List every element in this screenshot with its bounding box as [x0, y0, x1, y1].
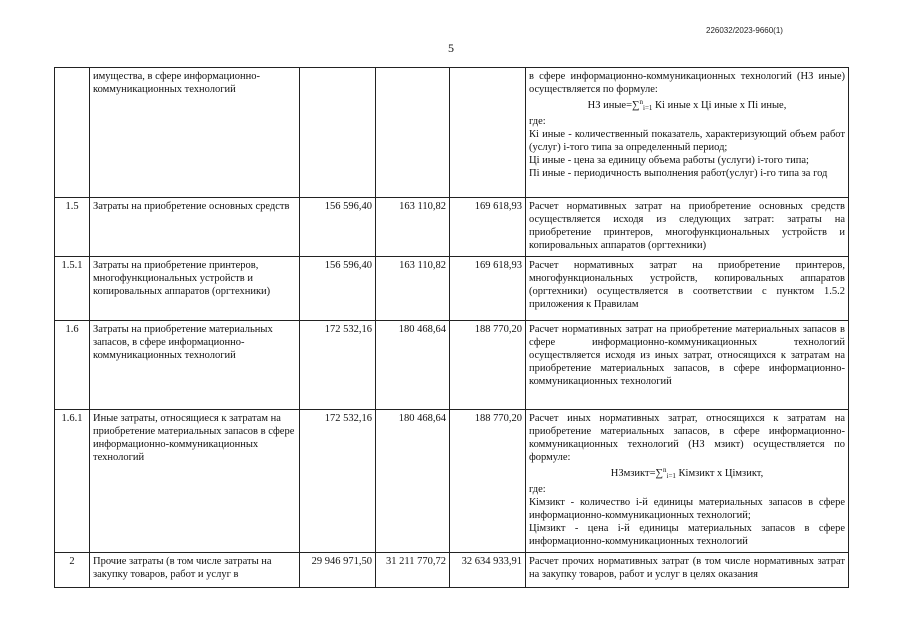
value-year-1: 29 946 971,50 — [300, 553, 376, 588]
value-year-2: 163 110,82 — [376, 257, 450, 321]
value-year-1 — [300, 68, 376, 198]
value-year-1: 172 532,16 — [300, 410, 376, 553]
row-number — [55, 68, 90, 198]
definition: Кiмзикт - количество i-й единицы материальных запасов в сфере информационно-коммуникационных технологий; — [529, 497, 845, 521]
formula — [529, 96, 845, 115]
row-number: 1.6.1 — [55, 410, 90, 553]
description-intro: в сфере информационно-коммуникационных технологий (НЗ иные) осуществляется по формуле: — [529, 71, 845, 95]
table-row — [55, 410, 849, 553]
formula-lhs: НЗмзикт= — [610, 468, 656, 479]
definition: Пi иные - периодичность выполнения работ(услуг) i-го типа за год — [529, 168, 828, 179]
value-year-2: 180 468,64 — [376, 321, 450, 410]
formula-upper-limit: n — [663, 466, 667, 474]
value-year-2: 31 211 770,72 — [376, 553, 450, 588]
formula — [529, 464, 845, 483]
row-description: Расчет нормативных затрат на приобретение принтеров, многофункциональных устройств, копировальных аппаратов (оргтехники) осуществляется в соответствии с пунктом 1.5.2 приложения к Правилам — [526, 257, 849, 321]
formula-lhs: НЗ иные= — [587, 100, 633, 111]
table-row — [55, 321, 849, 410]
formula-upper-limit: n — [639, 98, 644, 106]
sum-symbol: ∑ — [655, 468, 663, 479]
table-row — [55, 553, 849, 588]
sum-symbol: ∑ — [632, 100, 640, 111]
value-year-3 — [450, 68, 526, 198]
cost-table — [54, 67, 849, 588]
row-description — [526, 410, 849, 553]
definition: Кi иные - количественный показатель, характеризующий объем работ (услуг) i-того типа за определенный период; — [529, 129, 845, 153]
table-row — [55, 257, 849, 321]
value-year-2: 163 110,82 — [376, 198, 450, 257]
table-row — [55, 68, 849, 198]
row-number: 1.5.1 — [55, 257, 90, 321]
row-name: Прочие затраты (в том числе затраты на закупку товаров, работ и услуг в — [90, 553, 300, 588]
page-number: 5 — [448, 41, 454, 55]
value-year-2: 180 468,64 — [376, 410, 450, 553]
value-year-3: 169 618,93 — [450, 198, 526, 257]
row-description: Расчет прочих нормативных затрат (в том числе нормативных затрат на закупку товаров, работ и услуг в целях оказания — [526, 553, 849, 588]
value-year-3: 188 770,20 — [450, 410, 526, 553]
row-description: Расчет нормативных затрат на приобретение материальных запасов в сфере информационно-коммуникационных технологий осуществляется исходя из иных затрат, относящихся к затратам на приобретение материальных запасов, в сфере информационно-коммуникационных технологий — [526, 321, 849, 410]
value-year-2 — [376, 68, 450, 198]
document-id: 226032/2023-9660(1) — [706, 26, 783, 35]
formula-lower-limit: i=1 — [666, 472, 676, 480]
row-description — [526, 68, 849, 198]
value-year-3: 169 618,93 — [450, 257, 526, 321]
formula-lower-limit: i=1 — [643, 104, 653, 112]
row-number: 2 — [55, 553, 90, 588]
value-year-1: 156 596,40 — [300, 257, 376, 321]
row-name: Иные затраты, относящиеся к затратам на приобретение материальных запасов в сфере информационно-коммуникационных технологий — [90, 410, 300, 553]
row-name: Затраты на приобретение принтеров, многофункциональных устройств и копировальных аппаратов (оргтехники) — [90, 257, 300, 321]
value-year-1: 172 532,16 — [300, 321, 376, 410]
where-label: где: — [529, 116, 546, 127]
description-intro: Расчет иных нормативных затрат, относящихся к затратам на приобретение материальных запасов, в сфере информационно-коммуникационных технологий (НЗ мзикт) осуществляется по формуле: — [529, 413, 845, 463]
row-number: 1.6 — [55, 321, 90, 410]
value-year-3: 32 634 933,91 — [450, 553, 526, 588]
where-label: где: — [529, 484, 546, 495]
row-name: имущества, в сфере информационно-коммуникационных технологий — [90, 68, 300, 198]
value-year-3: 188 770,20 — [450, 321, 526, 410]
row-name: Затраты на приобретение основных средств — [90, 198, 300, 257]
definition: Цi иные - цена за единицу объема работы (услуги) i-того типа; — [529, 155, 809, 166]
formula-rhs: Кiмзикт х Цiмзикт, — [675, 468, 764, 479]
formula-rhs: Кi иные х Цi иные х Пi иные, — [652, 100, 787, 111]
row-description: Расчет нормативных затрат на приобретение основных средств осуществляется исходя из следующих затрат: затраты на приобретение принтеров, многофункциональных устройств и копировальных аппаратов (оргтехники) — [526, 198, 849, 257]
definition: Цiмзикт - цена i-й единицы материальных запасов в сфере информационно-коммуникационных технологий — [529, 523, 845, 547]
table-row — [55, 198, 849, 257]
value-year-1: 156 596,40 — [300, 198, 376, 257]
row-name: Затраты на приобретение материальных запасов, в сфере информационно-коммуникационных технологий — [90, 321, 300, 410]
row-number: 1.5 — [55, 198, 90, 257]
